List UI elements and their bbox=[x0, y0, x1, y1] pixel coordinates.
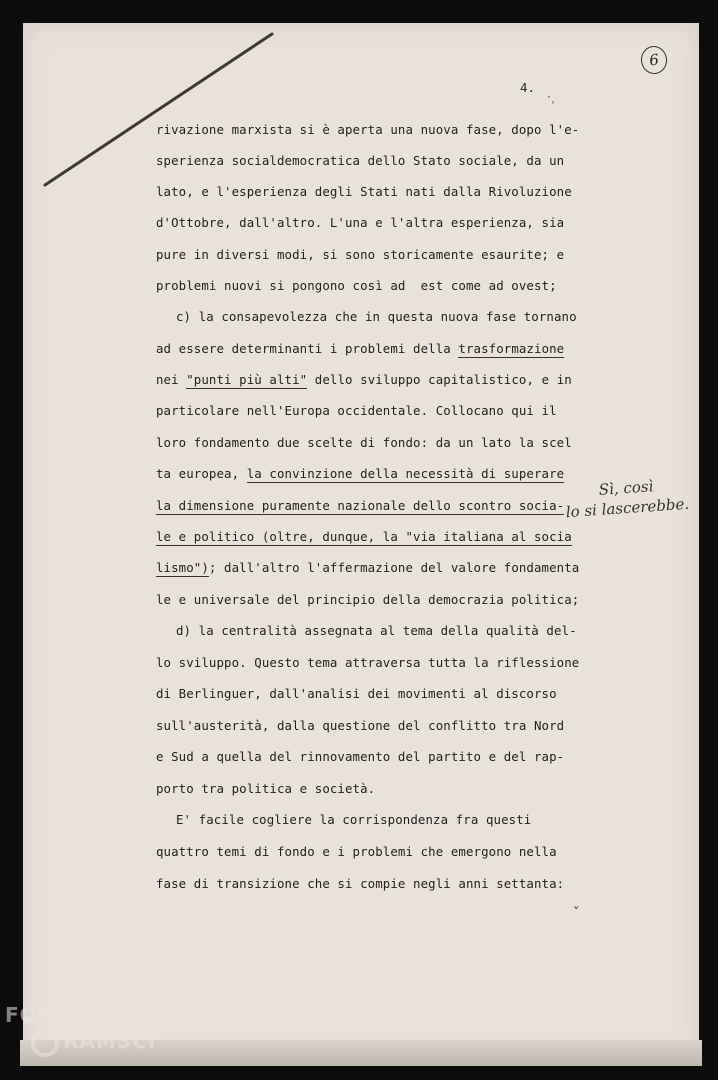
page-number: 4. bbox=[520, 80, 536, 95]
underlined-text: trasformazione bbox=[458, 341, 565, 356]
text-line: fase di transizione che si compie negli anni settanta: bbox=[156, 876, 565, 891]
ink-speck: ˇ bbox=[572, 906, 581, 922]
text-line: problemi nuovi si pongono così ad est come ad ovest; bbox=[156, 278, 557, 293]
text-line: di Berlinguer, dall'analisi dei movimenti al discorso bbox=[156, 686, 557, 701]
margin-note-line: Sì, così bbox=[598, 477, 654, 499]
text-line: lo sviluppo. Questo tema attraversa tutta la riflessione bbox=[156, 655, 580, 670]
text-line: quattro temi di fondo e i problemi che emergono nella bbox=[156, 844, 557, 859]
watermark-g-logo-icon bbox=[31, 1029, 59, 1057]
text-line bbox=[156, 341, 564, 356]
text-line: le e universale del principio della democrazia politica; bbox=[156, 592, 580, 607]
ink-speck: · bbox=[546, 92, 553, 103]
underlined-text: (oltre, dunque, la "via italiana al socia bbox=[254, 529, 572, 544]
text-line: d'Ottobre, dall'altro. L'una e l'altra esperienza, sia bbox=[156, 215, 565, 230]
watermark-line: RAMSCI bbox=[63, 1029, 157, 1053]
text-fragment: ; dall'altro l'affermazione del valore fondamenta bbox=[208, 560, 580, 575]
text-line: lato, e l'esperienza degli Stati nati dalla Rivoluzione bbox=[156, 184, 572, 199]
text-fragment: ta europea, bbox=[156, 466, 247, 481]
text-line: rivazione marxista si è aperta una nuova fase, dopo l'e- bbox=[156, 122, 580, 137]
margin-note-line: lo si lascerebbe. bbox=[565, 494, 690, 522]
underlined-text: la convinzione della necessità di superare bbox=[246, 466, 565, 481]
text-line: porto tra politica e società. bbox=[156, 781, 376, 796]
text-fragment: dello sviluppo capitalistico, e in bbox=[307, 372, 572, 387]
underlined-text: le e politico bbox=[156, 529, 255, 544]
text-line: E' facile cogliere la corrispondenza fra questi bbox=[176, 812, 532, 827]
text-fragment: ad essere determinanti i problemi della bbox=[156, 341, 459, 356]
watermark-line: FONDAZIONE bbox=[5, 1003, 164, 1027]
underlined-text: la dimensione puramente nazionale dello scontro socia- bbox=[156, 498, 565, 513]
text-line: c) la consapevolezza che in questa nuova fase tornano bbox=[176, 309, 577, 324]
text-line: pure in diversi modi, si sono storicamente esaurite; e bbox=[156, 247, 565, 262]
text-line bbox=[156, 529, 572, 544]
text-line bbox=[156, 466, 564, 481]
text-line bbox=[156, 372, 572, 387]
underlined-text: lismo") bbox=[156, 560, 209, 575]
text-line bbox=[156, 498, 564, 513]
text-line bbox=[156, 560, 579, 575]
text-line: d) la centralità assegnata al tema della qualità del- bbox=[176, 623, 577, 638]
text-line: sperienza socialdemocratica dello Stato sociale, da un bbox=[156, 153, 565, 168]
text-line: loro fondamento due scelte di fondo: da un lato la scel bbox=[156, 435, 572, 450]
circled-page-number: 6 bbox=[639, 44, 669, 75]
fondazione-gramsci-watermark bbox=[5, 1002, 164, 1057]
text-line: e Sud a quella del rinnovamento del partito e del rap- bbox=[156, 749, 565, 764]
ink-speck: ' bbox=[550, 100, 557, 111]
underlined-text: "punti più alti" bbox=[186, 372, 308, 387]
text-fragment: nei bbox=[156, 372, 187, 387]
text-line: particolare nell'Europa occidentale. Collocano qui il bbox=[156, 403, 557, 418]
text-line: sull'austerità, dalla questione del conflitto tra Nord bbox=[156, 718, 565, 733]
